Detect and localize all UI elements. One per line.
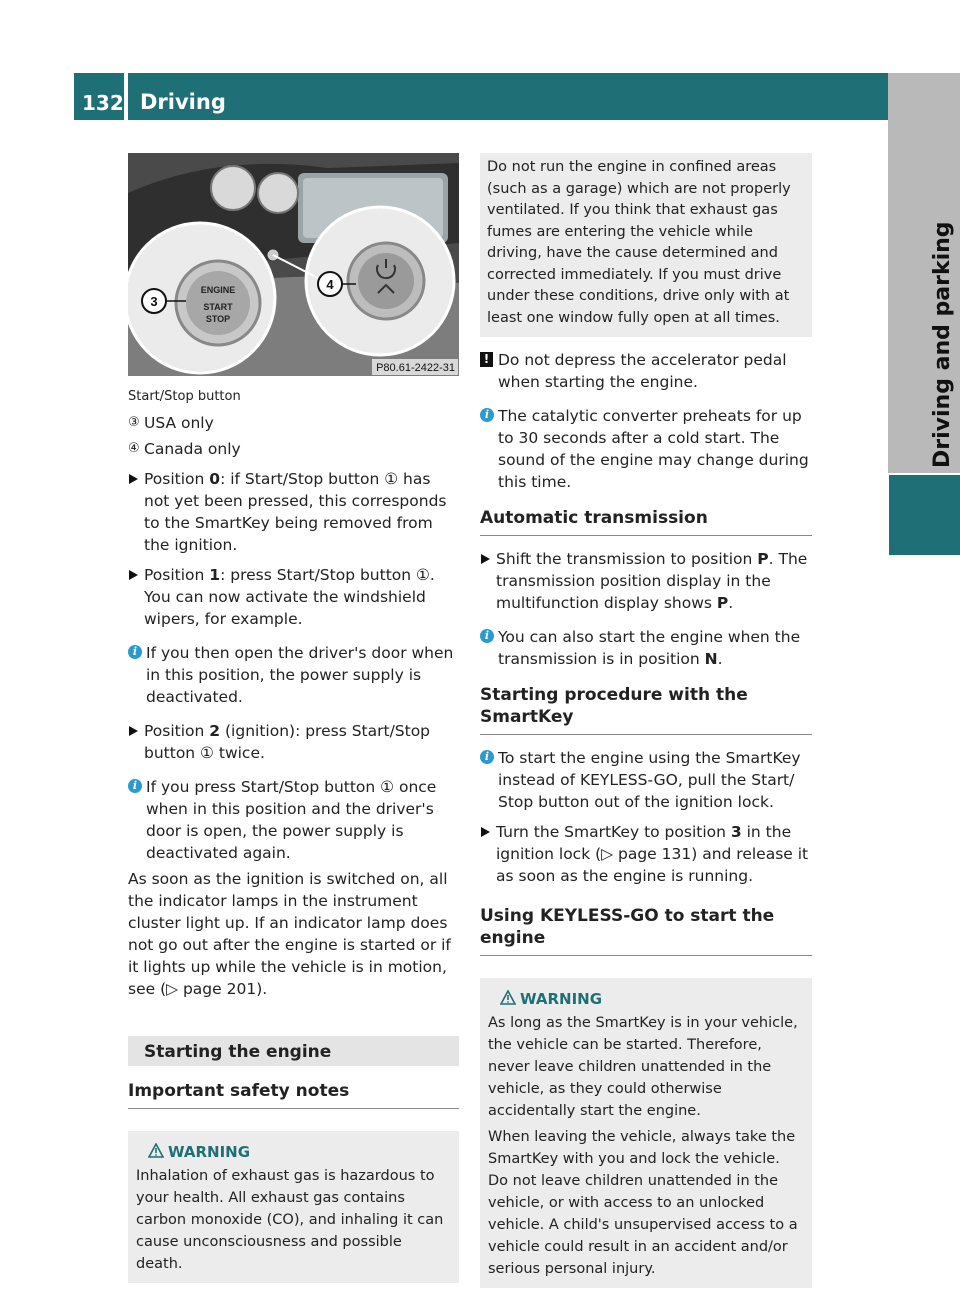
right-column [480, 153, 812, 1288]
caution-text: Do not depress the accelerator pedal when starting the engine. [498, 351, 787, 391]
step-item [128, 468, 459, 556]
figure-caption: Start/Stop button [128, 389, 241, 404]
subheading: Automatic transmission [480, 507, 812, 536]
button-label-start: START [203, 302, 233, 312]
warning-text: Inhalation of exhaust gas is hazardous to your health. All exhaust gas contains carbon monoxide (CO), and inhaling it can cause unconsciousness and possible death. [136, 1168, 444, 1272]
info-text: If you press Start/Stop button ① once when in this position and the driver's door is open, the power supply is deactivated again. [146, 778, 437, 862]
step-item [128, 720, 459, 764]
warning-text: As long as the SmartKey is in your vehicle, the vehicle can be started. Therefore, never leave children unattended in the vehicle, as they could otherwise accidentally start the engine. [488, 1015, 798, 1119]
arrow-icon [129, 726, 138, 736]
page-number: 132 [74, 73, 124, 120]
step-text: Shift the transmission to position [496, 550, 758, 568]
caution-note [480, 349, 812, 393]
warning-icon [500, 990, 516, 1005]
arrow-icon [129, 570, 138, 580]
info-text: The catalytic converter preheats for up to 30 seconds after a cold start. The sound of the engine may change during this time. [498, 407, 809, 491]
step-text: . [728, 594, 734, 612]
info-note [128, 642, 459, 708]
step-position: P [757, 550, 769, 568]
info-icon: i [128, 645, 142, 659]
step-text: Position [144, 470, 210, 488]
page-title: Driving [128, 73, 888, 120]
left-column [128, 153, 459, 1283]
arrow-icon [481, 827, 490, 837]
legend-text: Canada only [144, 440, 241, 458]
subheading: Using KEYLESS-GO to start the engine [480, 905, 812, 956]
info-text: To start the engine using the SmartKey instead of KEYLESS-GO, pull the Start/ Stop button out of the ignition lock. [498, 749, 801, 811]
warning-icon [148, 1143, 164, 1158]
step-text: (ignition): press Start/Stop button ① twice. [144, 722, 431, 762]
chapter-tab-label: Driving and parking [930, 221, 955, 468]
step-item [128, 564, 459, 630]
step-text: : if Start/Stop button ① has not yet been pressed, this corresponds to the SmartKey being removed from the ignition. [144, 470, 447, 554]
step-text: Position [144, 566, 210, 584]
legend-text: USA only [144, 414, 214, 432]
subheading: Starting procedure with the SmartKey [480, 684, 812, 735]
legend-item [128, 412, 459, 434]
step-text: in the ignition lock (▷ page 131) and release it as soon as the engine is running. [496, 823, 809, 885]
info-icon: i [128, 779, 142, 793]
caution-icon: ! [480, 352, 493, 367]
start-stop-figure [128, 153, 459, 376]
arrow-icon [481, 554, 490, 564]
info-text: You can also start the engine when the transmission is in position [498, 628, 801, 668]
info-text: . [717, 650, 723, 668]
info-note [128, 776, 459, 864]
step-text: Position [144, 722, 210, 740]
step-position: 2 [209, 722, 221, 740]
section-title: Starting the engine [128, 1036, 459, 1066]
info-icon: i [480, 750, 494, 764]
warning-title-row [136, 1141, 451, 1163]
warning-box [128, 1131, 459, 1283]
warning-text: When leaving the vehicle, always take the SmartKey with you and lock the vehicle. Do not leave children unattended in the vehicle, or with access to an unlocked vehicle. A child's unsupervised access to a vehicle could result in an accident and/or serious personal injury. [488, 1129, 798, 1277]
body-paragraph: As soon as the ignition is switched on, all the indicator lamps in the instrument cluster light up. If an indicator lamp does not go out after the engine is started or if it lights up while the vehicle is in motion, see (▷ page 201). [128, 870, 451, 998]
warning-continued-box: Do not run the engine in confined areas (such as a garage) which are not properly ventilated. If you think that exhaust gas fumes are entering the vehicle while driving, have the cause determined and corrected immediately. If you must drive under these conditions, drive only with at least one window fully open at all times. [480, 153, 812, 337]
info-icon: i [480, 629, 494, 643]
chapter-tab-text [888, 73, 960, 473]
warning-title: WARNING [520, 990, 603, 1008]
button-label-stop: STOP [205, 314, 231, 324]
warning-box [480, 978, 812, 1288]
info-position: N [704, 650, 718, 668]
info-note [480, 747, 812, 813]
info-note [480, 626, 812, 670]
info-note [480, 405, 812, 493]
legend-marker: ④ [128, 441, 140, 456]
step-position: 3 [730, 823, 742, 841]
figure-code: P80.61-2422-31 [376, 362, 455, 374]
warning-title: WARNING [168, 1143, 251, 1161]
dashboard-illustration [128, 153, 459, 376]
step-item [480, 548, 812, 614]
subheading: Important safety notes [128, 1080, 459, 1109]
legend-marker: ③ [128, 415, 140, 430]
legend-item [128, 438, 459, 460]
step-text: . The transmission position display in the multifunction display shows [496, 550, 808, 612]
step-position: P [716, 594, 729, 612]
warning-title-row [488, 988, 804, 1010]
callout-3: 3 [150, 294, 158, 309]
callout-4: 4 [326, 277, 334, 292]
button-label-engine: ENGINE [200, 285, 236, 295]
step-position: 0 [209, 470, 221, 488]
arrow-icon [129, 474, 138, 484]
step-item [480, 821, 812, 887]
info-icon: i [480, 408, 494, 422]
step-text: Turn the SmartKey to position [496, 823, 731, 841]
info-text: If you then open the driver's door when in this position, the power supply is deactivated. [146, 644, 454, 706]
step-position: 1 [209, 566, 221, 584]
chapter-tab-marker [889, 475, 960, 555]
step-text: : press Start/Stop button ①. You can now activate the windshield wipers, for example. [144, 566, 435, 628]
